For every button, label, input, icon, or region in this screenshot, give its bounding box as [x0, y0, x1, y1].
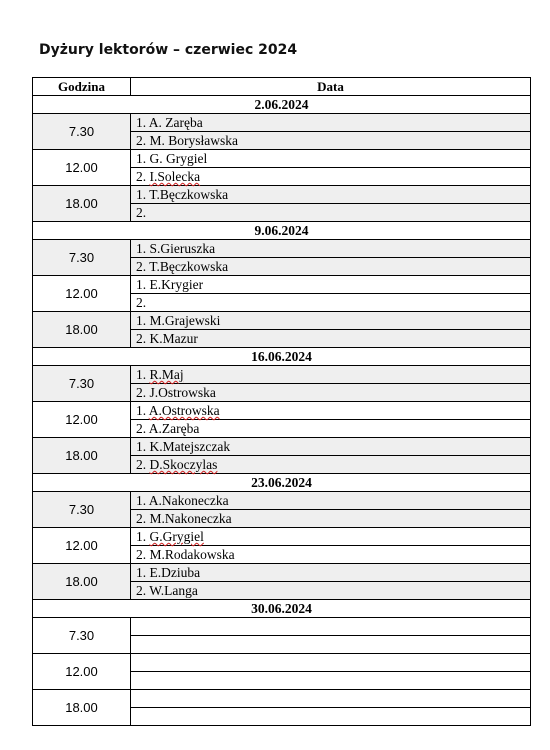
duty-row	[33, 618, 531, 636]
duty-cell: 1. K.Matejszczak	[131, 438, 531, 456]
duty-row	[33, 186, 531, 204]
duty-cell: 2. W.Langa	[131, 582, 531, 600]
date-row	[33, 600, 531, 618]
duty-row	[33, 438, 531, 456]
duty-cell: 1. S.Gieruszka	[131, 240, 531, 258]
duty-row	[33, 366, 531, 384]
duty-cell: 2. M.Rodakowska	[131, 546, 531, 564]
hour-cell: 18.00	[33, 690, 131, 726]
duty-cell: 1. G.Grygiel	[131, 528, 531, 546]
duty-cell: 1. T.Bęczkowska	[131, 186, 531, 204]
duty-cell: 2. I.Solecka	[131, 168, 531, 186]
duty-cell: 2. J.Ostrowska	[131, 384, 531, 402]
hour-cell: 7.30	[33, 114, 131, 150]
duty-cell: 2. A.Zaręba	[131, 420, 531, 438]
duty-schedule-table	[32, 77, 531, 726]
date-cell: 30.06.2024	[33, 600, 531, 618]
duty-row	[33, 528, 531, 546]
hour-cell: 18.00	[33, 186, 131, 222]
duty-row	[33, 654, 531, 672]
duty-cell: 2. M.Nakoneczka	[131, 510, 531, 528]
duty-cell: 2.	[131, 294, 531, 312]
hour-cell: 7.30	[33, 240, 131, 276]
duty-row	[33, 492, 531, 510]
date-cell: 23.06.2024	[33, 474, 531, 492]
hour-cell: 12.00	[33, 402, 131, 438]
header-hour: Godzina	[33, 78, 131, 96]
schedule-body	[33, 96, 531, 726]
duty-cell: 2. K.Mazur	[131, 330, 531, 348]
spellcheck-word: A.Ostrowska	[148, 403, 220, 418]
header-row	[33, 78, 531, 96]
hour-cell: 12.00	[33, 528, 131, 564]
date-row	[33, 474, 531, 492]
duty-row	[33, 312, 531, 330]
date-cell: 9.06.2024	[33, 222, 531, 240]
date-row	[33, 348, 531, 366]
duty-row	[33, 402, 531, 420]
hour-cell: 7.30	[33, 366, 131, 402]
hour-cell: 7.30	[33, 492, 131, 528]
document-title: Dyżury lektorów – czerwiec 2024	[39, 42, 298, 58]
duty-cell: 1. A. Zaręba	[131, 114, 531, 132]
duty-row	[33, 114, 531, 132]
duty-row	[33, 690, 531, 708]
spellcheck-word: G.Grygiel	[149, 529, 204, 544]
date-row	[33, 96, 531, 114]
hour-cell: 18.00	[33, 438, 131, 474]
hour-cell: 7.30	[33, 618, 131, 654]
duty-cell	[131, 708, 531, 726]
duty-cell	[131, 636, 531, 654]
hour-cell: 18.00	[33, 312, 131, 348]
duty-cell: 1. A.Ostrowska	[131, 402, 531, 420]
duty-cell: 1. E.Dziuba	[131, 564, 531, 582]
duty-cell: 1. R.Maj	[131, 366, 531, 384]
duty-row	[33, 150, 531, 168]
duty-row	[33, 276, 531, 294]
duty-cell	[131, 654, 531, 672]
spellcheck-word: R.Maj	[149, 367, 184, 382]
date-cell: 2.06.2024	[33, 96, 531, 114]
date-cell: 16.06.2024	[33, 348, 531, 366]
duty-cell: 2.	[131, 204, 531, 222]
date-row	[33, 222, 531, 240]
duty-cell	[131, 690, 531, 708]
spellcheck-word: D.Skoczylas	[149, 457, 218, 472]
duty-cell: 1. E.Krygier	[131, 276, 531, 294]
hour-cell: 12.00	[33, 654, 131, 690]
hour-cell: 12.00	[33, 150, 131, 186]
duty-cell: 1. G. Grygiel	[131, 150, 531, 168]
duty-cell: 2. M. Borysławska	[131, 132, 531, 150]
duty-cell: 2. D.Skoczylas	[131, 456, 531, 474]
duty-row	[33, 240, 531, 258]
duty-cell	[131, 618, 531, 636]
hour-cell: 12.00	[33, 276, 131, 312]
duty-cell: 1. A.Nakoneczka	[131, 492, 531, 510]
hour-cell: 18.00	[33, 564, 131, 600]
spellcheck-word: I.Solecka	[149, 169, 201, 184]
header-date: Data	[131, 78, 531, 96]
duty-row	[33, 564, 531, 582]
duty-cell: 1. M.Grajewski	[131, 312, 531, 330]
duty-cell: 2. T.Bęczkowska	[131, 258, 531, 276]
duty-cell	[131, 672, 531, 690]
